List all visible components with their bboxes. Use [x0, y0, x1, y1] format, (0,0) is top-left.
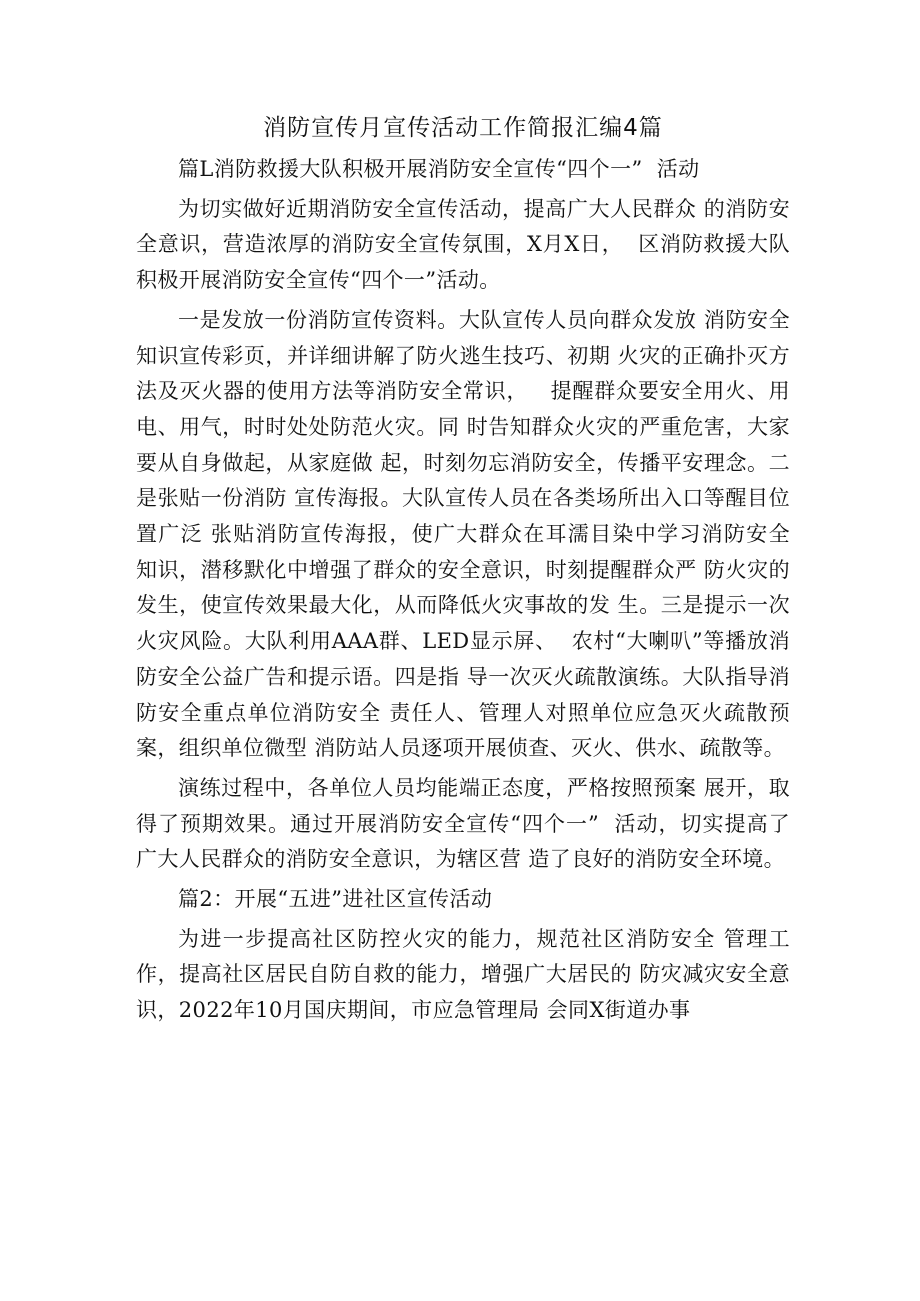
document-page — [136, 108, 798, 1033]
paragraph-drill-results: 演练过程中，各单位人员均能端正态度，严格按照预案 展开，取得了预期效果。通过开展消防安全宣传“四个一” 活动，切实提高了广大人民群众的消防安全意识，为辖区营 造了良好的消防安全环境。 — [136, 775, 790, 872]
paragraph-community: 为进一步提高社区防控火灾的能力，规范社区消防安全 管理工作，提高社区居民自防自救的能力，增强广大居民的 防灾减灾安全意识，2022年10月国庆期间，市应急管理局 会同X街道办事 — [136, 926, 790, 1023]
document-title: 消防宣传月宣传活动工作简报汇编4篇 — [263, 115, 663, 141]
paragraph-activities: 一是发放一份消防宣传资料。大队宣传人员向群众发放 消防安全知识宣传彩页，并详细讲解了防火逃生技巧、初期 火灾的正确扑灭方法及灭火器的使用方法等消防安全常识， 提醒群众要安全用火、用电、用气，时时处处防范火灾。同 时告知群众火灾的严重危害，大家要从自身做起，从家庭做 起，时刻勿忘消防安全，传播平安理念。二是张贴一份消防 宣传海报。大队宣传人员在各类场所出入口等醒目位置广泛 张贴消防宣传海报，使广大群众在耳濡目染中学习消防安全 知识，潜移默化中增强了群众的安全意识，时刻提醒群众严 防火灾的发生，使宣传效果最大化，从而降低火灾事故的发 生。三是提示一次火灾风险。大队利用AAA群、LED显示屏、 农村“大喇叭”等播放消防安全公益广告和提示语。四是指 导一次灭火疏散演练。大队指导消防安全重点单位消防安全 责任人、管理人对照单位应急灭火疏散预案，组织单位微型 消防站人员逐项开展侦查、灭火、供水、疏散等。 — [136, 307, 798, 761]
section-heading-2: 篇2：开展“五进”进社区宣传活动 — [178, 887, 493, 912]
paragraph-intro: 为切实做好近期消防安全宣传活动，提高广大人民群众 的消防安全意识，营造浓厚的消防安全宣传氛围，X月X日， 区消防救援大队积极开展消防安全宣传“四个一”活动。 — [136, 196, 790, 293]
section-heading-1: 篇L消防救援大队积极开展消防安全宣传“四个一” 活动 — [178, 157, 700, 181]
